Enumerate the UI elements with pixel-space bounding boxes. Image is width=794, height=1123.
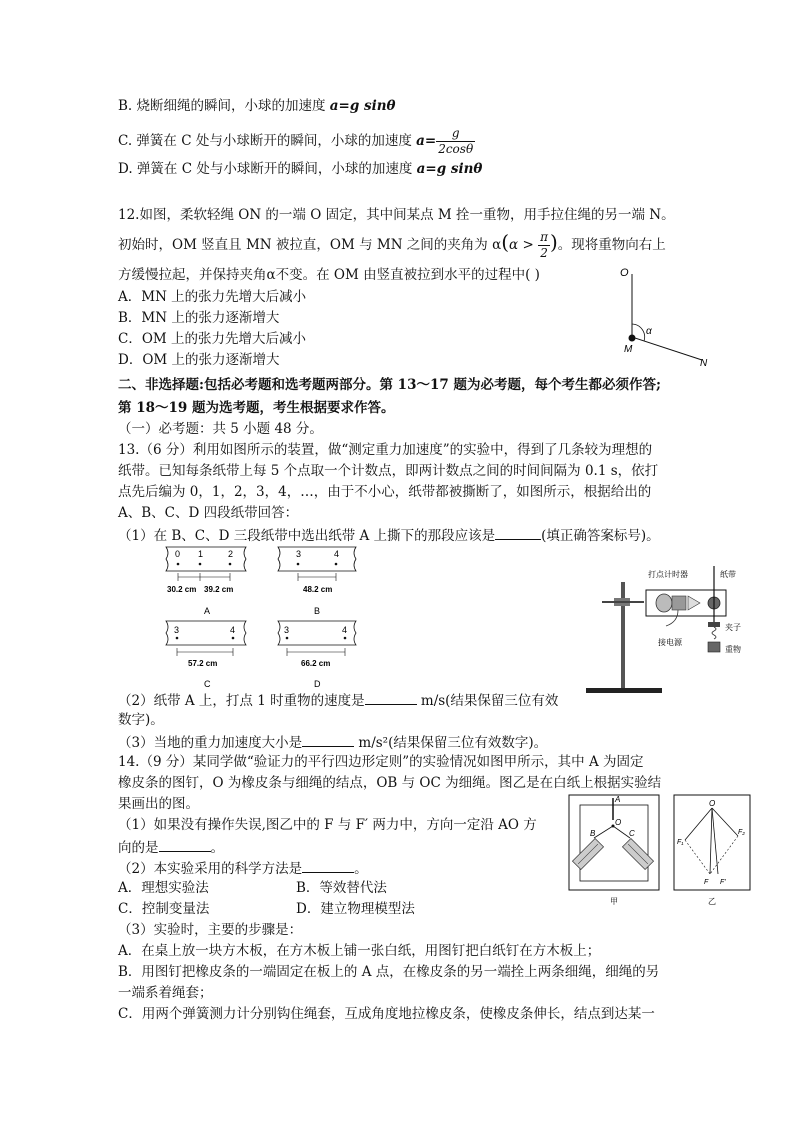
label-m: M [624, 344, 633, 355]
tape-b [278, 547, 356, 616]
formula: a=g sinθ [416, 161, 483, 177]
q14-option-d: D．建立物理模型法 [296, 901, 415, 917]
q13-subquestion-1: （1）在 B、C、D 三段纸带中选出纸带 A 上撕下的那段应该是 (填正确答案标号)。 [118, 525, 660, 545]
q14-option-b: B．等效替代法 [296, 880, 387, 896]
svg-text:30.2 cm: 30.2 cm [167, 585, 197, 594]
tape-d [278, 621, 356, 689]
svg-text:B: B [314, 606, 321, 616]
label-f-prime: F′ [720, 879, 726, 886]
q14-stem-3: 果画出的图。 [118, 796, 199, 812]
section-heading-2: 第 18～19 题为选考题，考生根据要求作答。 [118, 400, 395, 416]
section-heading-1: 二、非选择题:包括必考题和选考题两部分。第 13～17 题为必考题，每个考生都必须作答; [118, 377, 661, 393]
section-subheading: （一）必考题：共 5 小题 48 分。 [118, 421, 323, 437]
weight [708, 642, 720, 652]
q11-option-b: B. 烧断细绳的瞬间，小球的加速度 a=g sinθ [118, 98, 396, 114]
svg-text:3: 3 [284, 625, 290, 635]
label-power: 接电源 [658, 638, 682, 647]
q14-subquestion-1-cont: 向的是 。 [118, 837, 224, 857]
q14-subquestion-2: （2）本实验采用的科学方法是 。 [118, 858, 368, 878]
q11-option-c: C. 弹簧在 C 处与小球断开的瞬间，小球的加速度 a= $\frac{g}{2\cos\theta}$ [118, 126, 474, 156]
q13-stem-2: 纸带。已知每条纸带上每 5 个点取一个计数点，即两计数点之间的时间间隔为 0.1 s，依打 [118, 463, 659, 479]
q14-step-a: A．在桌上放一块方木板，在方木板上铺一张白纸，用图钉把白纸钉在方木板上； [118, 943, 601, 959]
svg-text:C: C [204, 679, 211, 689]
q13-stem-1: 13.（6 分）利用如图所示的装置，做“测定重力加速度”的实验中，得到了几条较为理想的 [118, 442, 653, 458]
answer-blank [302, 858, 354, 873]
stand-base [586, 688, 662, 693]
q13-subquestion-2: （2）纸带 A 上，打点 1 时重物的速度是 m/s(结果保留三位有效 [118, 690, 558, 710]
q13-subquestion-2-cont: 数字)。 [118, 712, 164, 728]
q14-step-b-cont: 一端系着绳套； [118, 985, 213, 1001]
weight-dot [629, 335, 636, 342]
q14-figure-jia [566, 792, 666, 907]
q14-step-b: B．用图钉把橡皮条的一端固定在板上的 A 点，在橡皮条的另一端拴上两条细绳，细绳的另 [118, 964, 660, 980]
tape-c [166, 621, 246, 689]
svg-text:39.2 cm: 39.2 cm [204, 585, 234, 594]
q11-option-d: D. 弹簧在 C 处与小球断开的瞬间，小球的加速度 a=g sinθ [118, 161, 483, 177]
stand-rod [621, 582, 625, 688]
label-weight: 重物 [725, 645, 741, 654]
label-f1: F₁ [677, 839, 684, 846]
answer-blank [302, 732, 354, 747]
svg-text:3: 3 [296, 549, 302, 559]
label-f2: F₂ [738, 829, 745, 836]
label-clamp: 夹子 [725, 623, 741, 632]
svg-text:66.2 cm: 66.2 cm [301, 659, 331, 668]
q14-step-c: C．用两个弹簧测力计分别钩住绳套，互成角度地拉橡皮条，使橡皮条伸长，结点到达某一 [118, 1006, 655, 1022]
tape-a [166, 547, 246, 616]
formula: a=g sinθ [329, 98, 396, 114]
q13-tapes-figure [160, 545, 370, 693]
q14-option-c: C．控制变量法 [118, 901, 210, 917]
label-tape: 纸带 [720, 570, 736, 579]
q14-subquestion-3: （3）实验时，主要的步骤是： [118, 922, 303, 938]
label-timer: 打点计时器 [648, 570, 688, 579]
q12-figure [610, 262, 720, 370]
label-o: O [620, 267, 629, 279]
q12-option-a: A．MN 上的张力先增大后减小 [118, 289, 307, 305]
answer-blank [159, 837, 211, 852]
answer-blank [365, 690, 417, 705]
label-f: F [704, 879, 709, 886]
q14-figure-yi [672, 792, 754, 907]
answer-blank [495, 525, 541, 540]
caption-jia: 甲 [610, 897, 618, 906]
fraction: $\frac{g}{2\cos\theta}$ [438, 126, 474, 156]
label-o: O [709, 799, 716, 808]
svg-text:4: 4 [334, 549, 340, 559]
q14-stem-1: 14.（9 分）某同学做“验证力的平行四边形定则”的实验情况如图甲所示，其中 A 为固定 [118, 754, 644, 770]
svg-text:48.2 cm: 48.2 cm [303, 585, 333, 594]
q12-stem-3: 方缓慢拉起，并保持夹角α不变。在 OM 由竖直被拉到水平的过程中( ) [118, 267, 540, 283]
q13-subquestion-3: （3）当地的重力加速度大小是 m/s²(结果保留三位有效数字)。 [118, 732, 547, 752]
label-a: A [615, 795, 621, 804]
label-n: N [700, 358, 708, 369]
svg-text:57.2 cm: 57.2 cm [188, 659, 218, 668]
q12-stem-1: 12.如图，柔软轻绳 ON 的一端 O 固定，其中间某点 M 拴一重物，用手拉住绳的另一端 N。 [118, 207, 675, 223]
svg-text:1: 1 [198, 549, 204, 559]
q14-subquestion-1: （1）如果没有操作失误,图乙中的 F 与 F′ 两力中，方向一定沿 AO 方 [118, 817, 537, 833]
q12-option-b: B．MN 上的张力逐渐增大 [118, 310, 280, 326]
label-o: O [615, 818, 622, 827]
q13-stem-3: 点先后编为 0，1，2，3，4，…，由于不小心，纸带都被撕断了，如图所示，根据给出的 [118, 484, 652, 500]
svg-text:D: D [314, 679, 321, 689]
svg-text:3: 3 [174, 625, 180, 635]
q14-stem-2: 橡皮条的图钉，O 为橡皮条与细绳的结点，OB 与 OC 为细绳。图乙是在白纸上根据实验结 [118, 775, 662, 791]
label-b: B [590, 829, 596, 838]
label-c: C [629, 829, 635, 838]
q13-stem-4: A、B、C、D 四段纸带回答： [118, 505, 299, 521]
svg-text:A: A [204, 606, 211, 616]
q12-stem-2: 初始时，OM 竖直且 MN 被拉直，OM 与 MN 之间的夹角为 α(α > $\frac{\pi}{2}$ )。现将重物向右上 [118, 230, 666, 260]
q14-option-a: A．理想实验法 [118, 880, 209, 896]
caption-yi: 乙 [708, 897, 716, 906]
q13-apparatus-figure [580, 562, 760, 702]
label-alpha: α [646, 326, 652, 337]
q12-option-c: C．OM 上的张力先增大后减小 [118, 331, 307, 347]
rope-mn [632, 337, 702, 360]
svg-text:0: 0 [175, 549, 181, 559]
clamp [708, 622, 720, 627]
svg-text:4: 4 [230, 625, 236, 635]
q12-option-d: D．OM 上的张力逐渐增大 [118, 352, 280, 368]
svg-text:4: 4 [342, 625, 348, 635]
svg-text:2: 2 [228, 549, 234, 559]
